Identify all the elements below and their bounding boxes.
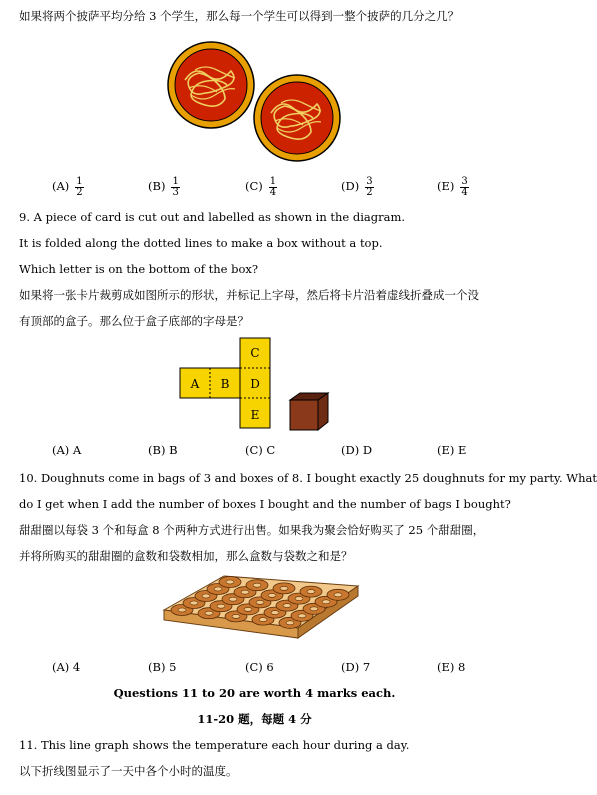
- net-letter-a: A: [190, 377, 200, 391]
- doughnut-hole: [271, 611, 279, 615]
- q10-en-line-2: do I get when I add the number of boxes I bought and the number of bags I bought?: [19, 497, 511, 511]
- net-letter-e: E: [250, 408, 260, 422]
- pizza-icon: [168, 42, 254, 128]
- doughnut-hole: [229, 597, 237, 601]
- doughnut-hole: [241, 590, 249, 594]
- doughnut-hole: [310, 607, 318, 611]
- doughnut-hole: [259, 618, 267, 622]
- q8-option-d[interactable]: (D) $\frac{3}{2}$: [341, 175, 373, 198]
- q8-option-e[interactable]: (E) $\frac{3}{4}$: [437, 175, 468, 198]
- q9-options: [0, 439, 509, 461]
- doughnut-hole: [244, 607, 252, 611]
- doughnut-hole: [286, 621, 294, 625]
- q8-option-a[interactable]: (A) $\frac{1}{2}$: [52, 175, 83, 198]
- doughnut-hole: [253, 583, 261, 587]
- net-letter-d: D: [250, 377, 260, 391]
- doughnut-hole: [190, 601, 198, 605]
- q9-option-c[interactable]: (C) C: [245, 443, 276, 457]
- doughnut-hole: [214, 587, 222, 591]
- card-net-diagram: [180, 338, 340, 433]
- q10-option-d[interactable]: (D) 7: [341, 660, 371, 674]
- doughnut-hole: [226, 580, 234, 584]
- doughnut-hole: [268, 593, 276, 597]
- doughnut-tray-illustration: [160, 570, 360, 645]
- q10-en-line-1: 10. Doughnuts come in bags of 3 and boxes of 8. I bought exactly 25 doughnuts for my party. What: [19, 471, 597, 485]
- q10-option-a[interactable]: (A) 4: [52, 660, 81, 674]
- q9-zh-line-1: 如果将一张卡片裁剪成如图所示的形状，并标记上字母，然后将卡片沿着虚线折叠成一个没: [19, 288, 479, 302]
- q9-option-e[interactable]: (E) E: [437, 443, 467, 457]
- q8-text: 如果将两个披萨平均分给 3 个学生，那么每一个学生可以得到一整个披萨的几分之几？: [19, 9, 460, 23]
- q9-option-b[interactable]: (B) B: [148, 443, 178, 457]
- pizza-icon: [254, 75, 340, 161]
- q10-zh-line-2: 并将所购买的甜甜圈的盒数和袋数相加，那么盒数与袋数之和是？: [19, 549, 353, 563]
- q11-zh-line: 以下折线图显示了一天中各个小时的温度。: [19, 764, 238, 778]
- q10-zh-line-1: 甜甜圈以每袋 3 个和每盒 8 个两种方式进行出售。如果我为聚会恰好购买了 25 个甜甜圈，: [19, 523, 485, 537]
- q9-option-a[interactable]: (A) A: [52, 443, 82, 457]
- doughnut-hole: [202, 594, 210, 598]
- doughnut-hole: [217, 604, 225, 608]
- doughnut-hole: [280, 586, 288, 590]
- q8-option-c[interactable]: (C) $\frac{1}{4}$: [245, 175, 277, 198]
- doughnut-hole: [205, 611, 213, 615]
- q9-en-line-1: 9. A piece of card is cut out and labelled as shown in the diagram.: [19, 210, 406, 224]
- q9-option-d[interactable]: (D) D: [341, 443, 373, 457]
- q8-option-b[interactable]: (B) $\frac{1}{3}$: [148, 175, 179, 198]
- q9-en-line-3: Which letter is on the bottom of the box?: [19, 262, 259, 276]
- doughnut-hole: [232, 614, 240, 618]
- doughnut-hole: [295, 597, 303, 601]
- q10-option-b[interactable]: (B) 5: [148, 660, 177, 674]
- q10-option-c[interactable]: (C) 6: [245, 660, 274, 674]
- doughnut-hole: [334, 593, 342, 597]
- doughnut-hole: [322, 600, 330, 604]
- q9-en-line-2: It is folded along the dotted lines to make a box without a top.: [19, 236, 383, 250]
- net-letter-b: B: [220, 377, 230, 391]
- section-heading-zh: 11-20 题，每题 4 分: [197, 712, 312, 726]
- q10-option-e[interactable]: (E) 8: [437, 660, 466, 674]
- section-heading-en: Questions 11 to 20 are worth 4 marks each.: [113, 686, 396, 700]
- doughnut-hole: [256, 600, 264, 604]
- q8-options: [0, 175, 509, 197]
- net-letter-c: C: [250, 346, 260, 360]
- doughnut-hole: [178, 608, 186, 612]
- pizzas-illustration: [165, 40, 345, 165]
- q11-en-line: 11. This line graph shows the temperature each hour during a day.: [19, 738, 410, 752]
- doughnut-hole: [298, 614, 306, 618]
- doughnut-hole: [307, 590, 315, 594]
- doughnut-hole: [283, 604, 291, 608]
- q9-zh-line-2: 有顶部的盒子。那么位于盒子底部的字母是？: [19, 314, 249, 328]
- open-box-illustration: [290, 393, 328, 430]
- q10-options: [0, 656, 509, 678]
